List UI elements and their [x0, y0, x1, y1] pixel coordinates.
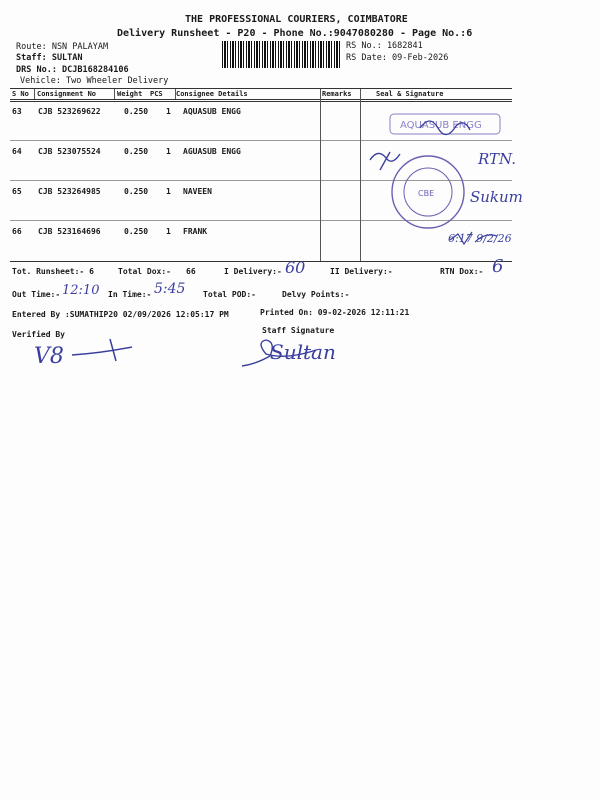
- vehicle-label: Vehicle: Two Wheeler Delivery: [20, 76, 169, 86]
- delvy-points-label: Delvy Points:-: [282, 290, 350, 299]
- row-weight: 0.250: [124, 107, 149, 116]
- row-consignment: CJB 523164696: [38, 227, 101, 236]
- col-consignment: Consignment No: [37, 90, 97, 98]
- drs-label: DRS No.: DCJB168284106: [16, 65, 129, 75]
- row-consignment: CJB 523269622: [38, 107, 101, 116]
- rtn-dox-value: 6: [492, 256, 504, 277]
- rtn-handwriting: RTN.: [478, 150, 516, 168]
- date-handwriting: 6:17 9/2/26: [448, 232, 512, 245]
- rs-date: RS Date: 09-Feb-2026: [346, 53, 449, 63]
- i-delivery-label: I Delivery:-: [224, 267, 282, 276]
- i-delivery-value: 60: [285, 258, 306, 277]
- row-weight: 0.250: [124, 227, 149, 236]
- total-pod-label: Total POD:-: [203, 290, 256, 299]
- row-pcs: 1: [166, 107, 171, 116]
- row-consignment: CJB 523264985: [38, 187, 101, 196]
- row-pcs: 1: [166, 227, 171, 236]
- row2-mark: [370, 152, 400, 170]
- company-title: THE PROFESSIONAL COURIERS, COIMBATORE: [185, 14, 408, 25]
- runsheet-subtitle: Delivery Runsheet - P20 - Phone No.:9047080280 - Page No.:6: [117, 28, 473, 39]
- col-divider: [34, 89, 35, 99]
- rtn-dox-label: RTN Dox:-: [440, 267, 484, 276]
- ii-delivery-label: II Delivery:-: [330, 267, 393, 276]
- row-consignee: AQUASUB ENGG: [183, 107, 241, 116]
- route-label: Route: NSN PALAYAM: [16, 42, 109, 52]
- row-sno: 63: [12, 107, 22, 116]
- out-time-label: Out Time:-: [12, 290, 61, 299]
- svg-text:AQUASUB ENGG: AQUASUB ENGG: [400, 120, 482, 131]
- in-time-label: In Time:-: [108, 290, 152, 299]
- staff-label: Staff: SULTAN: [16, 53, 83, 63]
- barcode: [222, 41, 342, 68]
- row-pcs: 1: [166, 187, 171, 196]
- entered-by: Entered By :SUMATHIP20 02/09/2026 12:05:17 PM: [12, 310, 229, 319]
- printed-on: Printed On: 09-02-2026 12:11:21: [260, 308, 410, 317]
- total-dox-value: 66: [186, 267, 196, 276]
- row-consignment: CJB 523075524: [38, 147, 101, 156]
- staff-signature-stroke: [236, 334, 366, 372]
- row-pcs: 1: [166, 147, 171, 156]
- staff-signature: Sultan: [270, 340, 336, 364]
- col-weight: Weight: [117, 90, 143, 98]
- row-consignee: AGUASUB ENGG: [183, 147, 241, 156]
- svg-text:CBE: CBE: [418, 189, 435, 198]
- rs-number: RS No.: 1682841: [346, 41, 423, 51]
- verified-by-label: Verified By: [12, 330, 65, 339]
- round-stamp: [392, 156, 464, 228]
- row-sno: 65: [12, 187, 22, 196]
- out-time-value: 12:10: [62, 283, 100, 298]
- row-weight: 0.250: [124, 187, 149, 196]
- row3-signature: Sukum: [470, 188, 523, 206]
- col-divider: [320, 89, 321, 261]
- staff-signature-label: Staff Signature: [262, 326, 335, 335]
- col-seal: Seal & Signature: [376, 90, 444, 98]
- row-sno: 64: [12, 147, 22, 156]
- verified-signature-stroke: [70, 335, 150, 365]
- verified-signature: V8: [34, 344, 64, 369]
- total-dox-label: Total Dox:-: [118, 267, 171, 276]
- row-sno: 66: [12, 227, 22, 236]
- row-consignee: NAVEEN: [183, 187, 212, 196]
- col-pcs: PCS: [150, 90, 163, 98]
- row-weight: 0.250: [124, 147, 149, 156]
- row-consignee: FRANK: [183, 227, 208, 236]
- col-sno: S No: [12, 90, 29, 98]
- col-remarks: Remarks: [322, 90, 352, 98]
- col-consignee: Consignee Details: [176, 90, 248, 98]
- company-stamp: [390, 114, 500, 134]
- col-divider: [114, 89, 115, 99]
- in-time-value: 5:45: [154, 281, 186, 297]
- table-top-rule: [10, 88, 512, 89]
- tot-runsheet: Tot. Runsheet:- 6: [12, 267, 94, 276]
